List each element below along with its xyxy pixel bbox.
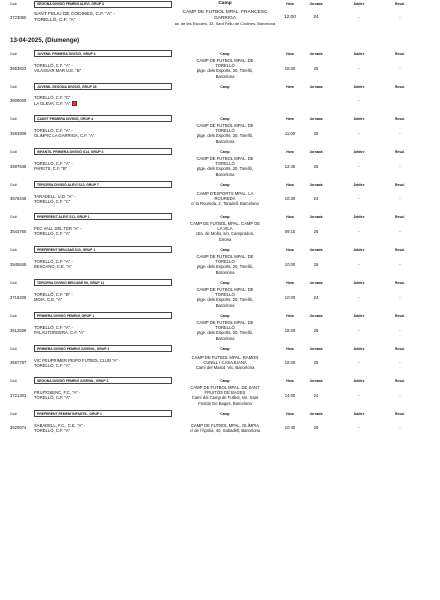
codi-label: Codi — [10, 378, 17, 383]
away-team: MOIA, C.E. "A" — [34, 297, 63, 303]
match-time: 18:00 — [284, 327, 296, 333]
codi-label: Codi — [10, 182, 17, 187]
match-block — [10, 246, 417, 275]
away-team: TORELLÓ, C.F. "A" — [34, 231, 71, 237]
match-venue — [172, 156, 278, 177]
codi-label: Codi — [10, 247, 17, 252]
match-referee: - — [358, 228, 360, 234]
match-code: 3593909 — [10, 130, 27, 136]
competition-name: SEGONA DIVISIÓ FEMENÍ JUVENIL, GRUP 2 — [34, 377, 172, 384]
camp-label: Camp — [220, 346, 230, 351]
match-time: 10:00 — [284, 294, 296, 300]
camp-label: Camp — [220, 84, 230, 89]
home-team: TARADELL, U.D. "A" - — [34, 193, 76, 199]
arbitre-label: Àrbitre — [353, 411, 365, 416]
competition-name: JUVENIL SEGONA DIVISIÓ, GRUP 35 — [34, 83, 172, 90]
venue-line: av. de les Escoles, 33, Sant Feliu de Codines, Barcelona — [174, 21, 276, 27]
resultat-label: Resul. — [395, 247, 405, 252]
codi-label: Codi — [10, 116, 17, 121]
venue-line: CAMP DE FUTBOL MPAL. DE — [196, 155, 254, 161]
match-teams — [34, 12, 172, 24]
match-row — [10, 156, 417, 177]
match-row — [10, 91, 417, 111]
home-team: VIC PEUPRIMER PEIPO FUTBOL CLUB "A" - — [34, 357, 121, 363]
resultat-label: Resul. — [395, 84, 405, 89]
resultat-label: Resul. — [395, 116, 405, 121]
match-result: - — [399, 392, 401, 398]
match-round: 24 — [313, 196, 319, 202]
competition-name: PREFERENT BENJAMÍ S10, GRUP 1 — [34, 246, 172, 253]
away-team: TORELLÓ, C.F. "A" — [34, 427, 71, 433]
match-result: - — [399, 294, 401, 300]
match-round: 26 — [313, 228, 319, 234]
match-referee: - — [358, 98, 360, 104]
resultat-label: Resul. — [395, 51, 405, 56]
arbitre-label: Àrbitre — [353, 214, 365, 219]
jornada-label: Jornada — [309, 280, 323, 285]
hora-label: Hora — [286, 313, 294, 318]
block-header — [10, 345, 417, 353]
match-time: 12:00 — [283, 15, 296, 20]
jornada-label: Jornada — [309, 378, 323, 383]
match-teams — [34, 226, 172, 237]
match-teams — [34, 63, 172, 74]
codi-label: Codi — [10, 280, 17, 285]
jornada-label: Jornada — [309, 411, 323, 416]
jornada-label: Jornada — [309, 247, 323, 252]
match-venue — [172, 191, 278, 207]
match-venue — [172, 423, 278, 434]
match-block — [10, 213, 417, 242]
home-team: TORELLÓ, C.F. "C" - — [34, 95, 73, 101]
home-team: TORELLÓ, C.F. "A" - — [34, 325, 73, 330]
match-round: 24 — [313, 392, 319, 398]
venue-line: ptge. dels Esports, 20, Torelló, — [196, 133, 254, 139]
match-row — [10, 353, 417, 373]
arbitre-label: Àrbitre — [353, 116, 365, 121]
match-round: 26 — [313, 327, 319, 333]
home-team: SANT FELIU DE CODINES, C.F. "A" - — [34, 12, 115, 18]
match-referee: - — [358, 163, 360, 169]
away-team: PARETS, C.F. "B" — [34, 166, 68, 172]
match-code: 3512938 — [10, 327, 27, 333]
match-code: 3587787 — [10, 360, 27, 366]
competition-name: CADET PRIMERA DIVISIÓ, GRUP 4 — [34, 115, 172, 122]
match-row — [10, 8, 417, 28]
block-header — [10, 312, 417, 320]
camp-label: Camp — [220, 51, 230, 56]
jornada-label: Jornada — [309, 149, 323, 154]
match-block — [10, 50, 417, 79]
match-row — [10, 418, 417, 438]
venue-line: Barcelona — [215, 171, 235, 177]
camp-label: Camp — [220, 247, 230, 252]
match-round: 25 — [313, 360, 319, 366]
venue-line: CAMP DE FUTBOL MPAL. OLÍMPIA — [190, 422, 260, 428]
venue-line: TORELLÓ — [215, 259, 235, 264]
match-block — [10, 345, 417, 373]
match-referee: - — [358, 425, 360, 431]
jornada-label: Jornada — [309, 346, 323, 351]
home-team: FEC VALL DEL TER "A" - — [34, 226, 82, 231]
camp-label: Camp — [220, 116, 230, 121]
venue-line: ptge. dels Esports, 20, Torelló, — [196, 166, 254, 172]
arbitre-label: Àrbitre — [353, 346, 365, 351]
match-code: 3553822 — [10, 65, 27, 71]
match-teams — [34, 325, 172, 336]
hora-label: Hora — [286, 214, 294, 219]
hora-label: Hora — [286, 280, 294, 285]
away-team: TORELLÓ, C.F. "C" — [34, 198, 71, 204]
match-result: - — [399, 327, 401, 333]
home-team: TORELLÓ, C.F. "A" - — [34, 128, 73, 133]
resultat-label: Resul. — [395, 182, 405, 187]
arbitre-label: Àrbitre — [353, 378, 365, 383]
venue-line: TORELLÓ — [215, 63, 235, 68]
match-time: 12:45 — [284, 163, 296, 169]
match-code: 3597638 — [10, 163, 27, 169]
venue-line: TORELLÓ — [215, 325, 235, 330]
match-teams — [34, 292, 172, 303]
match-referee: - — [358, 261, 360, 267]
venue-line: Barcelona — [215, 73, 235, 79]
competition-name: INFANTIL PRIMERA DIVISIÓ S14, GRUP 4 — [34, 148, 172, 155]
block-header — [10, 279, 417, 287]
arbitre-label: Àrbitre — [353, 149, 365, 154]
top-match-block — [10, 0, 417, 28]
match-venue — [172, 385, 278, 406]
match-row — [10, 320, 417, 341]
arbitre-label: Àrbitre — [353, 51, 365, 56]
match-teams — [34, 390, 172, 401]
match-code: 3543765 — [10, 228, 27, 234]
match-time: 10:00 — [284, 261, 296, 267]
match-venue — [172, 123, 278, 144]
match-result: - — [399, 261, 401, 267]
resultat-label: Resul. — [395, 1, 405, 6]
match-block — [10, 312, 417, 341]
home-team: FRUITOSENC, F.C. "A" - — [34, 390, 81, 395]
camp-label: Camp — [220, 411, 230, 416]
match-teams — [34, 423, 172, 434]
home-team: TORELLÓ, C.F. "A" - — [34, 63, 73, 68]
jornada-label: Jornada — [309, 1, 323, 6]
match-time: 18:00 — [284, 65, 296, 71]
resultat-label: Resul. — [395, 214, 405, 219]
match-result: - — [399, 360, 401, 366]
match-round: 24 — [313, 15, 319, 20]
block-header — [10, 377, 417, 385]
match-referee: - — [358, 15, 360, 21]
venue-line: Camí del Camp de Futbol, s/n, Sant — [191, 395, 259, 401]
match-code: 3716208 — [10, 294, 27, 300]
match-code: 3609008 — [10, 98, 27, 104]
match-time: 10:40 — [284, 425, 296, 431]
match-block — [10, 410, 417, 438]
venue-line: Barcelona — [215, 302, 235, 308]
hora-label: Hora — [286, 182, 294, 187]
hora-label: Hora — [286, 51, 294, 56]
competition-name: PREFERENT FEMENÍ INFANTIL, GRUP 1 — [34, 410, 172, 417]
jornada-label: Jornada — [309, 51, 323, 56]
resultat-label: Resul. — [395, 378, 405, 383]
match-teams — [34, 95, 172, 106]
venue-line: CAMP DE FUTBOL MPAL. DE — [196, 253, 254, 259]
match-blocks — [10, 50, 417, 438]
block-header — [10, 410, 417, 418]
resultat-label: Resul. — [395, 411, 405, 416]
match-round: 25 — [313, 65, 319, 71]
venue-line: LA VILA — [217, 226, 233, 231]
match-row — [10, 58, 417, 79]
venue-line: CAMP DE FUTBOL MPAL. RAMON — [191, 354, 259, 360]
competition-name: JUVENIL PRIMERA DIVISIÓ, GRUP 4 — [34, 50, 172, 57]
match-row — [10, 221, 417, 242]
match-time: 16:00 — [284, 360, 296, 366]
away-team: TORELLÓ, C.F. "A" — [34, 18, 76, 23]
hora-label: Hora — [286, 149, 294, 154]
flag-icon — [72, 101, 77, 106]
match-round: 25 — [313, 163, 319, 169]
match-row — [10, 254, 417, 275]
venue-line: CAMP DE FUTBOL MPAL. DE — [196, 122, 254, 128]
home-team: TORELLÓ, C.F. "A" - — [34, 161, 73, 166]
match-time: 11:00 — [284, 130, 296, 136]
jornada-label: Jornada — [309, 313, 323, 318]
jornada-label: Jornada — [309, 84, 323, 89]
venue-line: CAMP DE FUTBOL MPAL. DE — [196, 319, 254, 325]
match-teams — [34, 128, 172, 139]
match-referee: - — [358, 130, 360, 136]
venue-line: c/ de l'Àpolia, 40, Sabadell, Barcelona — [189, 427, 261, 433]
venue-line: ROUREDA — [214, 196, 236, 202]
venue-line: CAMP DE FUTBOL MPAL. DE — [196, 57, 254, 63]
match-result: - — [399, 130, 401, 136]
away-team: PALAUTORDERA, C.F. "A" — [34, 330, 85, 336]
competition-name: TERCERA DIVISIÓ BENJAMÍ S9, GRUP 11 — [34, 279, 172, 286]
match-row — [10, 385, 417, 406]
arbitre-label: Àrbitre — [353, 313, 365, 318]
competition-name: TERCERA DIVISIÓ ALEVÍ S12, GRUP 7 — [34, 181, 172, 188]
match-referee: - — [358, 196, 360, 202]
match-round: 24 — [313, 294, 319, 300]
venue-line: Girona — [218, 236, 232, 242]
match-teams — [34, 161, 172, 172]
match-teams — [34, 194, 172, 205]
venue-line: Barcelona — [215, 335, 235, 341]
codi-label: Codi — [10, 84, 17, 89]
hora-label: Hora — [286, 411, 294, 416]
home-team: SABADELL, F.C., C.E. "A" - — [34, 422, 86, 428]
match-referee: - — [358, 327, 360, 333]
venue-line: CAMP DE FUTBOL MPAL. FRANCESC GARRIGA — [182, 9, 268, 21]
away-team: TORELLÓ, C.F. "A" — [34, 362, 71, 368]
match-result: - — [399, 228, 401, 234]
match-round: 26 — [313, 261, 319, 267]
venue-line: c/ la Roureda, 2, Taradell, Barcelona — [191, 201, 259, 207]
block-header — [10, 115, 417, 123]
venue-line: TORELLÓ — [215, 161, 235, 166]
camp-label: Camp — [220, 313, 230, 318]
camp-label: Camp — [220, 280, 230, 285]
match-round: 25 — [313, 130, 319, 136]
match-venue — [172, 254, 278, 275]
codi-label: Codi — [10, 346, 17, 351]
venue-line: CAMP DE FUTBOL MPAL. DE — [196, 286, 254, 292]
venue-line: TORELLÓ — [215, 128, 235, 133]
hora-label: Hora — [286, 84, 294, 89]
home-team: TORELLÓ, C.F. "A" - — [34, 259, 73, 264]
venue-line: ptge. dels Esports, 20, Torelló, — [196, 68, 254, 74]
match-referee: - — [358, 294, 360, 300]
codi-label: Codi — [10, 411, 17, 416]
codi-label: Codi — [10, 1, 17, 6]
codi-label: Codi — [10, 149, 17, 154]
match-code: 3723060 — [10, 15, 27, 21]
match-code: 3676448 — [10, 196, 27, 202]
match-code: 3721303 — [10, 392, 27, 398]
home-team: TORELLÓ, C.F. "B" - — [34, 292, 73, 297]
block-header — [10, 246, 417, 254]
jornada-label: Jornada — [309, 182, 323, 187]
match-code: 3520674 — [10, 425, 27, 431]
venue-line: TORELLÓ — [215, 292, 235, 297]
venue-line: CAMP D'ESPORTS MPAL. LA — [196, 190, 254, 196]
arbitre-label: Àrbitre — [353, 1, 365, 6]
hora-label: Hora — [286, 378, 294, 383]
hora-label: Hora — [286, 346, 294, 351]
venue-line: Barcelona — [215, 269, 235, 275]
resultat-label: Resul. — [395, 346, 405, 351]
match-block — [10, 115, 417, 144]
match-row — [10, 123, 417, 144]
away-team: LA GLEVA, C.F. "A" — [34, 101, 172, 106]
arbitre-label: Àrbitre — [353, 280, 365, 285]
codi-label: Codi — [10, 51, 17, 56]
resultat-label: Resul. — [395, 313, 405, 318]
match-teams — [34, 358, 172, 369]
venue-line: CAMP DE FUTBOL MPAL. DE SANT — [190, 384, 260, 390]
match-result: - — [399, 196, 401, 202]
match-row — [10, 189, 417, 209]
venue-line: Camí del Masot, Vic, Barcelona — [195, 365, 255, 371]
venue-line: FRUITÓS DE BAGES — [204, 390, 246, 395]
arbitre-label: Àrbitre — [353, 247, 365, 252]
venue-line: Fruitós De Bages, Barcelona — [198, 400, 252, 406]
camp-label: Camp — [220, 182, 230, 187]
block-header — [10, 213, 417, 221]
match-time: 14:00 — [284, 392, 296, 398]
competition-name: PRIMERA DIVISIÓ FEMENÍ, GRUP 1 — [34, 312, 172, 319]
venue-line: ptge. dels Esports, 20, Torelló, — [196, 330, 254, 336]
jornada-label: Jornada — [309, 116, 323, 121]
block-header — [10, 50, 417, 58]
match-time: 10:30 — [284, 196, 296, 202]
match-referee: - — [358, 360, 360, 366]
match-venue — [172, 287, 278, 308]
camp-label: Camp — [220, 214, 230, 219]
arbitre-label: Àrbitre — [353, 182, 365, 187]
match-venue — [172, 355, 278, 371]
competition-name: SEGONA DIVISIÓ FEMENÍ ALEVÍ, GRUP 4 — [34, 1, 172, 8]
codi-label: Codi — [10, 214, 17, 219]
match-venue — [172, 10, 278, 27]
date-heading: 13-04-2025, (Diumenge) — [10, 37, 80, 44]
match-block — [10, 377, 417, 406]
venue-line: ctra. de Mollo, s/n, Camprodon, — [195, 231, 255, 237]
jornada-label: Jornada — [309, 214, 323, 219]
match-result: - — [399, 425, 401, 431]
venue-line: ptge. dels Esports, 20, Torelló, — [196, 297, 254, 303]
match-teams — [34, 259, 172, 270]
match-time: 09:15 — [284, 228, 296, 234]
match-result: - — [399, 15, 401, 21]
hora-label: Hora — [286, 247, 294, 252]
venue-line: CAMP DE FUTBOL MPAL. CAMP DE — [189, 220, 261, 226]
block-header — [10, 181, 417, 189]
match-result: - — [399, 65, 401, 71]
block-header — [10, 148, 417, 156]
away-team: OLIMPIC LA GARRIGA, C.F. "A" — [34, 133, 95, 139]
camp-label: Camp — [220, 378, 230, 383]
match-referee: - — [358, 65, 360, 71]
camp-label: Camp — [220, 149, 230, 154]
venue-line: Barcelona — [215, 138, 235, 144]
match-venue — [172, 320, 278, 341]
match-referee: - — [358, 392, 360, 398]
match-row — [10, 287, 417, 308]
match-code: 3545848 — [10, 261, 27, 267]
block-header — [10, 0, 417, 8]
arbitre-label: Àrbitre — [353, 84, 365, 89]
venue-line: CUNILL I CASAJUANA — [203, 360, 247, 366]
match-block — [10, 148, 417, 177]
camp-label: Camp — [218, 1, 232, 6]
hora-label: Hora — [286, 1, 294, 6]
codi-label: Codi — [10, 313, 17, 318]
resultat-label: Resul. — [395, 149, 405, 154]
match-venue — [172, 58, 278, 79]
block-header — [10, 83, 417, 91]
competition-name: PRIMERA DIVISIÓ FEMENÍ JUVENIL, GRUP 1 — [34, 345, 172, 352]
away-team: VILASSAR MAR U.E. "B" — [34, 68, 82, 74]
away-team: TORELLÓ, C.F. "A" — [34, 395, 71, 401]
venue-line: ptge. dels Esports, 20, Torelló, — [196, 264, 254, 270]
match-result: - — [399, 163, 401, 169]
away-team: BESCANO, C.E. "A" — [34, 264, 72, 270]
match-venue — [172, 221, 278, 242]
match-round: 26 — [313, 425, 319, 431]
competition-name: PREFERENT ALEVÍ S11, GRUP 1 — [34, 213, 172, 220]
match-block — [10, 279, 417, 308]
match-block — [10, 83, 417, 111]
resultat-label: Resul. — [395, 280, 405, 285]
match-block — [10, 181, 417, 209]
hora-label: Hora — [286, 116, 294, 121]
